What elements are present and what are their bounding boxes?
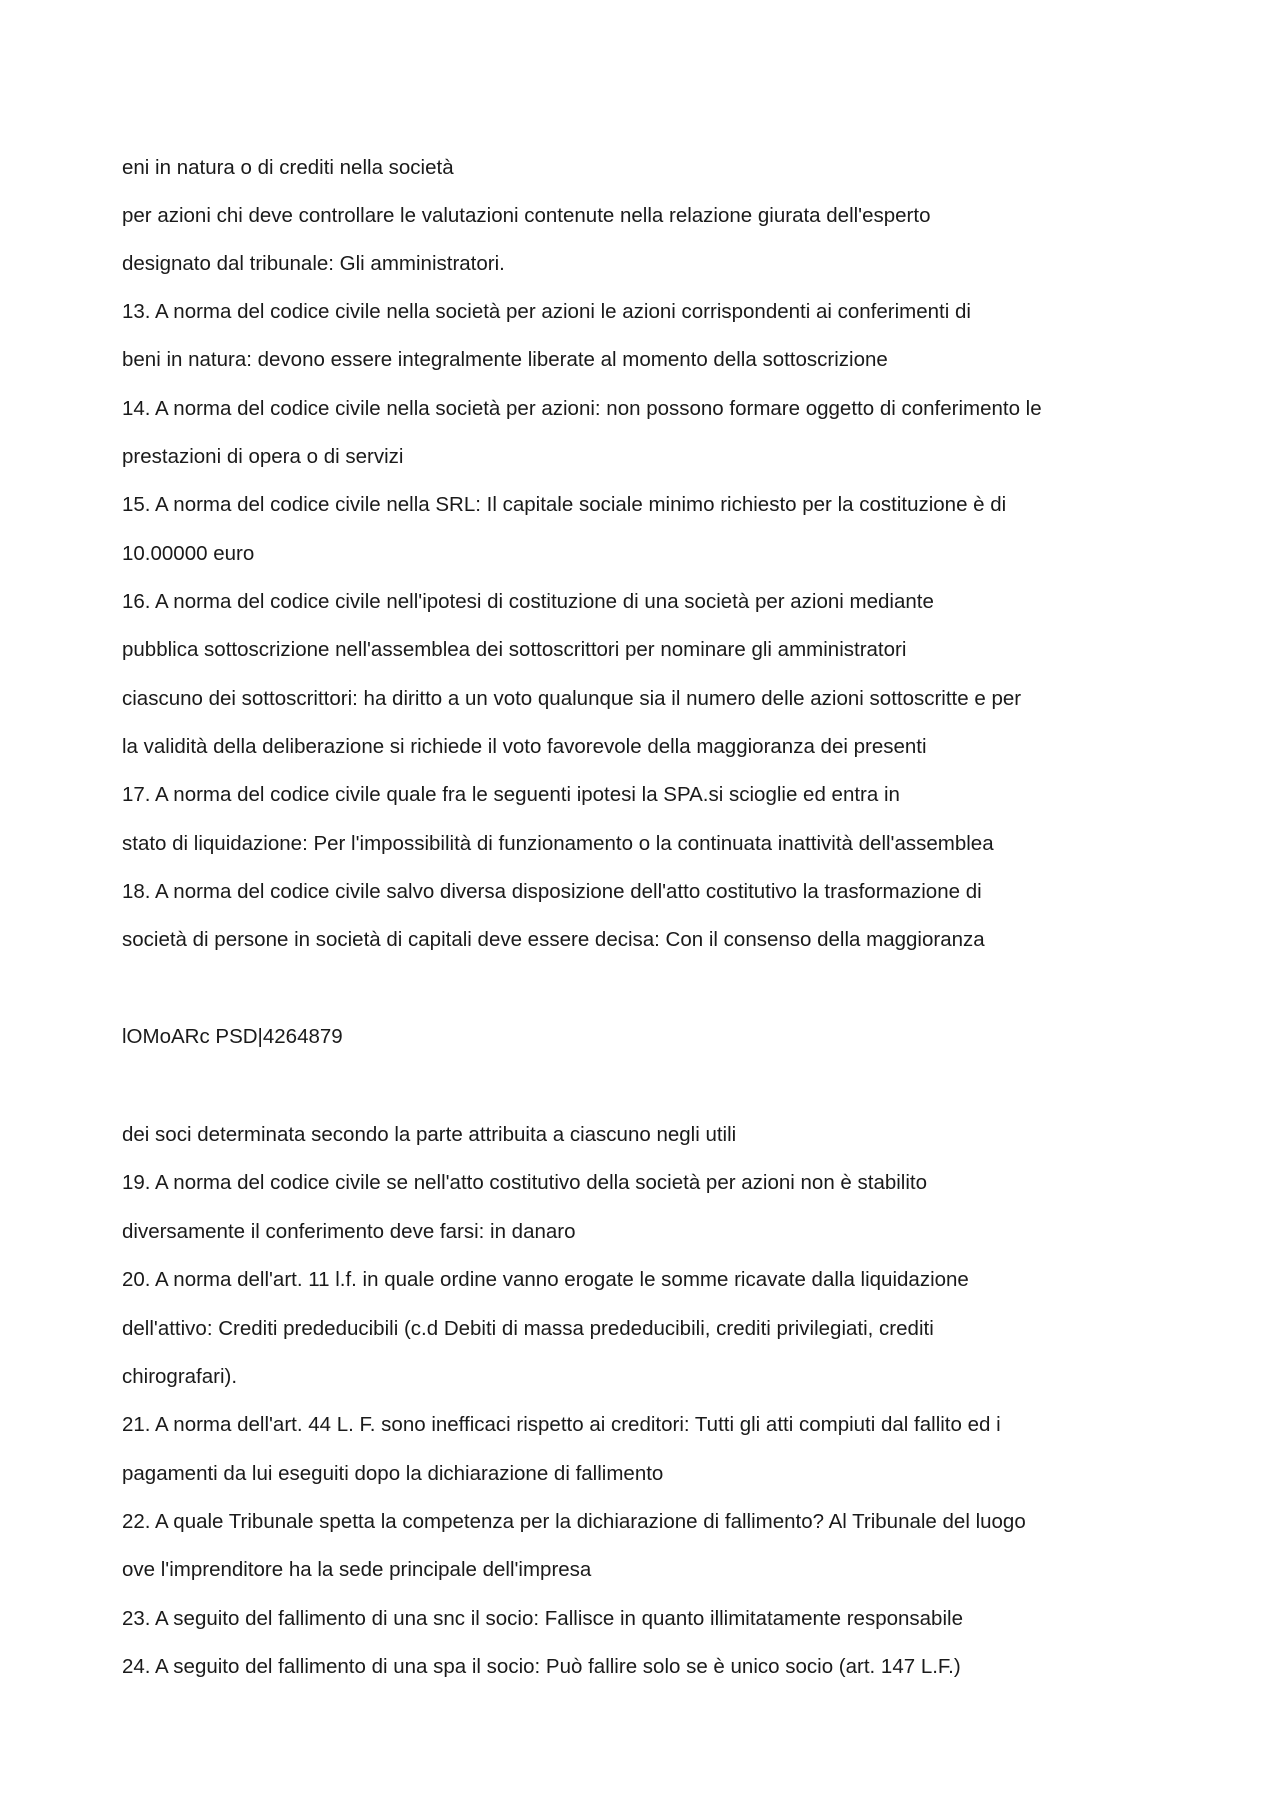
text-line: 18. A norma del codice civile salvo diversa disposizione dell'atto costitutivo la trasformazione di [122,880,982,903]
text-line: pagamenti da lui eseguiti dopo la dichiarazione di fallimento [122,1462,664,1485]
text-line: dell'attivo: Crediti prededucibili (c.d Debiti di massa prededucibili, crediti privilegiati, crediti [122,1317,934,1340]
text-line: designato dal tribunale: Gli amministratori. [122,252,505,275]
text-line: per azioni chi deve controllare le valutazioni contenute nella relazione giurata dell'esperto [122,204,931,227]
text-line: 15. A norma del codice civile nella SRL: Il capitale sociale minimo richiesto per la costituzione è di [122,493,1007,516]
text-line: beni in natura: devono essere integralmente liberate al momento della sottoscrizione [122,348,888,371]
text-line: 23. A seguito del fallimento di una snc il socio: Fallisce in quanto illimitatamente responsabile [122,1607,963,1630]
text-line: società di persone in società di capitali deve essere decisa: Con il consenso della maggioranza [122,928,985,951]
text-line: 24. A seguito del fallimento di una spa il socio: Può fallire solo se è unico socio (art. 147 L.F.) [122,1655,961,1678]
text-line: stato di liquidazione: Per l'impossibilità di funzionamento o la continuata inattività dell'assemblea [122,832,994,855]
text-line: 10.00000 euro [122,542,255,565]
text-line: ciascuno dei sottoscrittori: ha diritto a un voto qualunque sia il numero delle azioni sottoscritte e per [122,687,1022,710]
text-line: prestazioni di opera o di servizi [122,445,404,468]
text-line: 19. A norma del codice civile se nell'atto costitutivo della società per azioni non è stabilito [122,1171,928,1194]
text-line: 17. A norma del codice civile quale fra le seguenti ipotesi la SPA.si scioglie ed entra in [122,783,900,806]
document-id: lOMoARc PSD|4264879 [122,1025,343,1048]
text-line: 16. A norma del codice civile nell'ipotesi di costituzione di una società per azioni mediante [122,590,934,613]
text-line: 13. A norma del codice civile nella società per azioni le azioni corrispondenti ai conferimenti di [122,300,971,323]
text-line: 14. A norma del codice civile nella società per azioni: non possono formare oggetto di conferimento le [122,397,1042,420]
text-line: 21. A norma dell'art. 44 L. F. sono inefficaci rispetto ai creditori: Tutti gli atti compiuti dal fallito ed i [122,1413,1001,1436]
text-line: eni in natura o di crediti nella società [122,156,454,179]
text-line: chirografari). [122,1365,238,1388]
text-line: la validità della deliberazione si richiede il voto favorevole della maggioranza dei presenti [122,735,927,758]
text-line: ove l'imprenditore ha la sede principale dell'impresa [122,1558,592,1581]
text-line: pubblica sottoscrizione nell'assemblea dei sottoscrittori per nominare gli amministratori [122,638,907,661]
text-line: dei soci determinata secondo la parte attribuita a ciascuno negli utili [122,1123,737,1146]
text-line: 22. A quale Tribunale spetta la competenza per la dichiarazione di fallimento? Al Tribunale del luogo [122,1510,1026,1533]
text-line: 20. A norma dell'art. 11 l.f. in quale ordine vanno erogate le somme ricavate dalla liquidazione [122,1268,969,1291]
text-line: diversamente il conferimento deve farsi: in danaro [122,1220,576,1243]
